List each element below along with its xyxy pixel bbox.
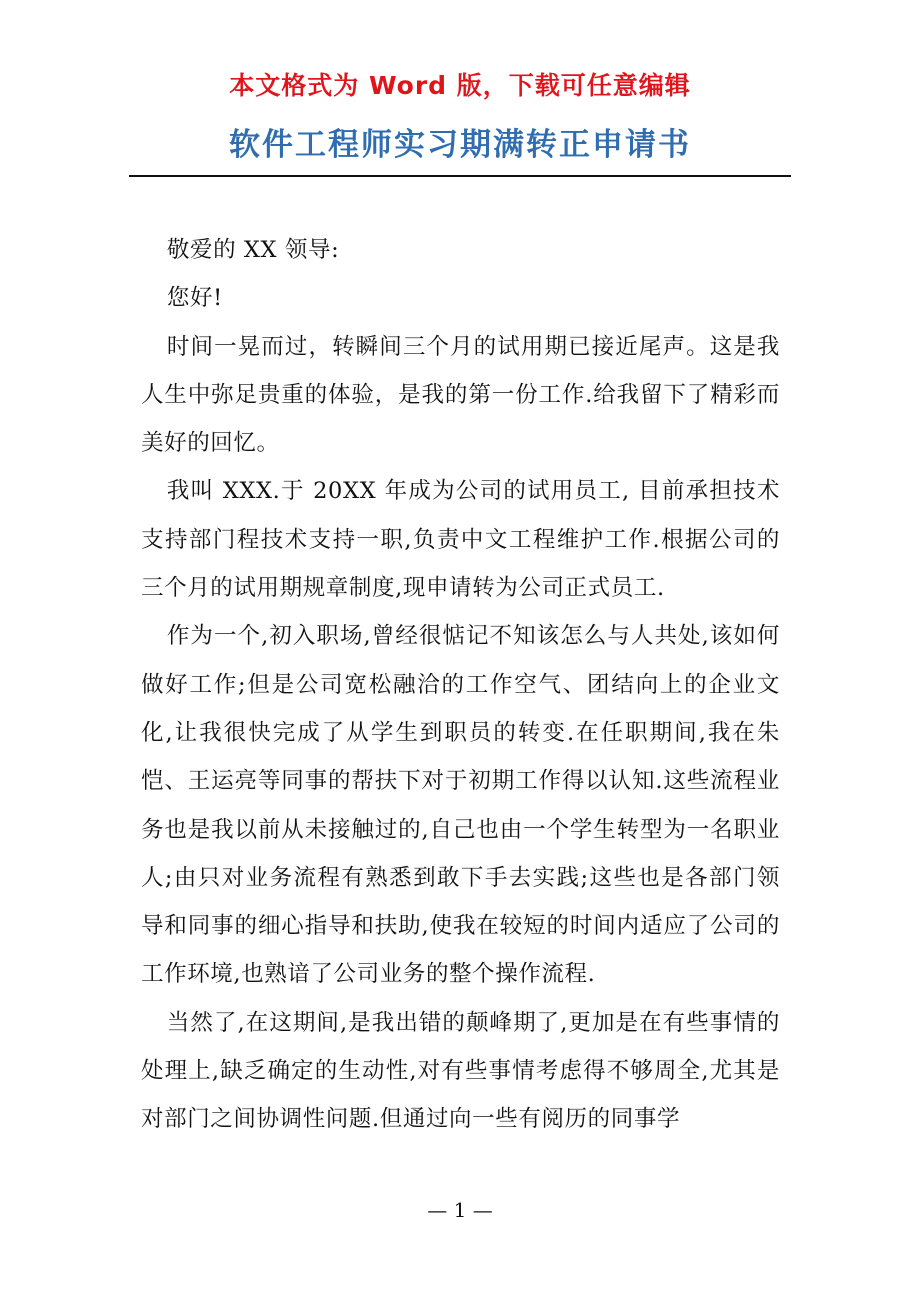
page-number: — 1 — xyxy=(427,1198,493,1222)
paragraph-4: 当然了,在这期间,是我出错的颠峰期了,更加是在有些事情的处理上,缺乏确定的生动性,对有些事情考虑得不够周全,尤其是对部门之间协调性问题.但通过向一些有阅历的同事学 xyxy=(141,1009,780,1133)
salutation: 敬爱的 XX 领导: xyxy=(166,237,340,263)
letter-body xyxy=(141,226,780,1144)
paragraph-1: 时间一晃而过，转瞬间三个月的试用期已接近尾声。这是我人生中弥足贵重的体验，是我的第一份工作.给我留下了精彩而美好的回忆。 xyxy=(141,333,780,457)
greeting: 您好! xyxy=(166,285,223,312)
document-title: 软件工程师实习期满转正申请书 xyxy=(229,127,691,163)
paragraph-2: 我叫 XXX.于 20XX 年成为公司的试用员工, 目前承担技术支持部门程技术支持一职,负责中文工程维护工作.根据公司的三个月的试用期规章制度,现申请转为公司正式员工. xyxy=(141,478,780,602)
word-format-notice: 本文格式为 Word 版，下载可任意编辑 xyxy=(229,71,691,100)
title-divider xyxy=(129,175,791,177)
paragraph-3: 作为一个,初入职场,曾经很惦记不知该怎么与人共处,该如何做好工作;但是公司宽松融洽的工作空气、团结向上的企业文化,让我很快完成了从学生到职员的转变.在任职期间,我在朱恺、王运亮等同事的帮扶下对于初期工作得以认知.这些流程业务也是我以前从未接触过的,自己也由一个学生转型为一名职业人;由只对业务流程有熟悉到敢下手去实践;这些也是各部门领导和同事的细心指导和扶助,使我在较短的时间内适应了公司的工作环境,也熟谙了公司业务的整个操作流程. xyxy=(141,623,780,988)
